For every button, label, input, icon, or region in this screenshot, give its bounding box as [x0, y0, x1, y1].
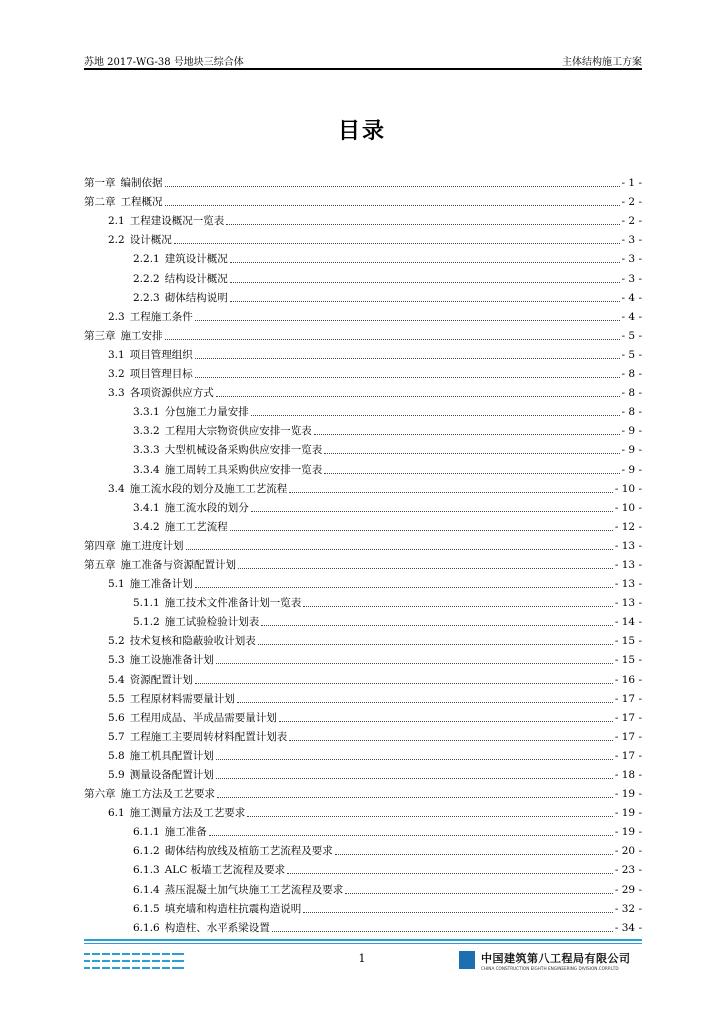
toc-leader-dots — [209, 834, 613, 836]
toc-leader-dots — [216, 758, 613, 760]
toc-leader-dots — [289, 739, 613, 741]
toc-entry-number: 2.2 — [108, 234, 125, 247]
toc-leader-dots — [216, 777, 613, 779]
toc-entry-page: - 3 - — [621, 253, 642, 266]
toc-entry-title: 施工准备计划 — [129, 578, 193, 591]
toc-leader-dots — [303, 605, 613, 607]
toc-entry[interactable] — [84, 534, 642, 553]
cscec-logo-icon — [459, 951, 475, 969]
toc-entry[interactable] — [84, 667, 642, 686]
toc-entry[interactable] — [84, 190, 642, 209]
toc-leader-dots — [258, 643, 613, 645]
company-logo — [459, 949, 642, 975]
toc-entry-number: 5.2 — [108, 635, 125, 648]
toc-entry-title: 项目管理组织 — [129, 348, 193, 361]
toc-leader-dots — [251, 510, 613, 512]
toc-entry-title: 测量设备配置计划 — [129, 769, 214, 781]
toc-entry-title: 工程施工主要周转材料配置计划表 — [129, 730, 288, 743]
toc-entry-title: 施工机具配置计划 — [129, 749, 214, 762]
toc-leader-dots — [165, 185, 620, 187]
header-divider — [84, 68, 642, 70]
toc-entry-number: 6.1.1 — [133, 826, 160, 839]
toc-entry[interactable] — [84, 782, 642, 801]
toc-entry-title: 建筑设计概况 — [164, 253, 228, 266]
toc-entry-number: 3.3.3 — [133, 444, 160, 457]
toc-entry-title: 施工进度计划 — [120, 539, 184, 552]
toc-entry-page: - 2 - — [621, 196, 642, 209]
toc-leader-dots — [216, 662, 613, 664]
toc-entry-page: - 4 - — [621, 310, 642, 323]
toc-entry-page: - 2 - — [621, 215, 642, 228]
toc-entry-page: - 13 - — [614, 539, 642, 552]
toc-entry-number: 第六章 — [84, 788, 116, 801]
page-header — [84, 53, 642, 69]
company-name-cn: 中国建筑第八工程局有限公司 — [481, 952, 631, 965]
toc-entry-number: 第五章 — [84, 558, 116, 571]
toc-entry-number: 5.1 — [108, 578, 125, 591]
toc-entry-number: 6.1.4 — [133, 883, 160, 896]
table-of-contents — [84, 171, 642, 935]
toc-entry-number: 2.1 — [108, 215, 125, 228]
toc-entry-title: 构造柱、水平系梁设置 — [164, 921, 270, 934]
toc-leader-dots — [230, 261, 620, 263]
toc-entry[interactable] — [84, 400, 642, 419]
toc-leader-dots — [335, 853, 613, 855]
toc-leader-dots — [230, 281, 620, 283]
toc-entry-number: 2.2.2 — [133, 272, 160, 285]
toc-leader-dots — [217, 796, 613, 798]
toc-entry[interactable] — [84, 591, 642, 610]
toc-entry-title: 蒸压混凝土加气块施工工艺流程及要求 — [164, 883, 344, 896]
toc-entry-page: - 9 - — [621, 463, 642, 476]
toc-entry[interactable] — [84, 897, 642, 916]
toc-entry-number: 5.5 — [108, 692, 125, 705]
toc-entry[interactable] — [84, 916, 642, 935]
toc-entry[interactable] — [84, 457, 642, 476]
toc-entry-number: 5.4 — [108, 673, 125, 686]
toc-entry-title: 施工技术文件准备计划一览表 — [164, 597, 302, 610]
toc-entry-number: 第四章 — [84, 539, 116, 552]
toc-entry[interactable] — [84, 706, 642, 725]
toc-entry-number: 3.3 — [108, 387, 125, 400]
toc-entry-page: - 17 - — [614, 730, 642, 743]
toc-leader-dots — [303, 911, 613, 913]
toc-leader-dots — [195, 357, 620, 359]
page-title: 目录 — [337, 119, 386, 144]
toc-entry[interactable] — [84, 610, 642, 629]
toc-entry-page: - 16 - — [614, 673, 642, 686]
toc-entry-title: 大型机械设备采购供应安排一览表 — [164, 444, 323, 457]
toc-leader-dots — [195, 319, 620, 321]
toc-entry[interactable] — [84, 877, 642, 896]
toc-entry-title: 工程施工条件 — [129, 310, 193, 323]
toc-leader-dots — [230, 300, 620, 302]
toc-leader-dots — [247, 815, 613, 817]
toc-entry-title: 工程原材料需要量计划 — [129, 692, 235, 705]
toc-entry-title: 结构设计概况 — [164, 272, 228, 285]
toc-entry[interactable] — [84, 362, 642, 381]
toc-entry[interactable] — [84, 801, 642, 820]
toc-leader-dots — [230, 529, 613, 531]
toc-entry-title: 砌体结构说明 — [164, 291, 228, 304]
toc-entry-number: 5.1.2 — [133, 616, 160, 629]
toc-entry-title: 施工设施准备计划 — [129, 654, 214, 667]
toc-entry[interactable] — [84, 725, 642, 744]
toc-entry-number: 3.4.2 — [133, 520, 160, 533]
toc-entry-number: 3.3.4 — [133, 463, 160, 476]
toc-entry-title: 施工准备与资源配置计划 — [120, 558, 236, 571]
toc-entry-number: 6.1.2 — [133, 845, 160, 858]
toc-entry-page: - 4 - — [621, 291, 642, 304]
toc-leader-dots — [345, 892, 613, 894]
toc-entry-page: - 13 - — [614, 597, 642, 610]
toc-entry-number: 6.1 — [108, 807, 125, 820]
toc-entry-title: 技术复核和隐蔽验收计划表 — [129, 635, 256, 648]
toc-leader-dots — [261, 624, 613, 626]
toc-entry-page: - 5 - — [621, 348, 642, 361]
toc-entry-title: 项目管理目标 — [129, 368, 193, 381]
toc-entry[interactable] — [84, 286, 642, 305]
toc-entry-page: - 1 - — [621, 177, 642, 190]
toc-entry[interactable] — [84, 515, 642, 534]
toc-entry[interactable] — [84, 687, 642, 706]
toc-leader-dots — [314, 433, 620, 435]
toc-entry-page: - 29 - — [614, 883, 642, 896]
toc-entry-number: 5.8 — [108, 749, 125, 762]
toc-leader-dots — [195, 682, 613, 684]
toc-entry[interactable] — [84, 343, 642, 362]
page-number: 1 — [358, 952, 366, 965]
toc-entry-title: 施工周转工具采购供应安排一览表 — [164, 463, 323, 476]
toc-entry-page: - 3 - — [621, 234, 642, 247]
toc-leader-dots — [251, 414, 620, 416]
toc-entry[interactable] — [84, 324, 642, 343]
toc-entry-title: 填充墙和构造柱抗震构造说明 — [164, 902, 302, 915]
toc-entry[interactable] — [84, 419, 642, 438]
toc-leader-dots — [195, 376, 620, 378]
toc-entry-number: 5.7 — [108, 730, 125, 743]
toc-entry-number: 2.2.1 — [133, 253, 160, 266]
toc-entry[interactable] — [84, 629, 642, 648]
toc-entry-number: 2.3 — [108, 310, 125, 323]
toc-entry-number: 第一章 — [84, 177, 116, 190]
toc-entry[interactable] — [84, 438, 642, 457]
toc-entry-number: 5.3 — [108, 654, 125, 667]
toc-entry-number: 2.2.3 — [133, 291, 160, 304]
toc-entry-page: - 32 - — [614, 902, 642, 915]
footer-divider — [84, 939, 642, 941]
toc-entry-title: 施工试验检验计划表 — [164, 616, 260, 629]
toc-leader-dots — [186, 548, 613, 550]
toc-entry[interactable] — [84, 171, 642, 190]
toc-entry[interactable] — [84, 553, 642, 572]
toc-entry-page: - 17 - — [614, 692, 642, 705]
toc-entry[interactable] — [84, 572, 642, 591]
toc-leader-dots — [165, 204, 620, 206]
toc-entry-page: - 8 - — [621, 368, 642, 381]
toc-entry-page: - 9 - — [621, 425, 642, 438]
toc-entry-page: - 18 - — [614, 769, 642, 781]
toc-entry-number: 5.9 — [108, 769, 125, 781]
toc-entry-page: - 15 - — [614, 635, 642, 648]
toc-entry-title: 设计概况 — [129, 234, 172, 247]
toc-entry-number: 6.1.5 — [133, 902, 160, 915]
footer-divider-thin — [84, 943, 642, 944]
toc-entry-title: 砌体结构放线及植筋工艺流程及要求 — [164, 845, 333, 858]
toc-entry-page: - 17 - — [614, 749, 642, 762]
toc-entry-page: - 19 - — [614, 826, 642, 839]
toc-entry-title: 施工安排 — [120, 329, 163, 342]
company-name-en: CHINA CONSTRUCTION EIGHTH ENGINEERING DIVISION.CORP.LTD — [481, 966, 619, 971]
toc-entry-page: - 8 - — [621, 406, 642, 419]
toc-entry[interactable] — [84, 209, 642, 228]
toc-entry-page: - 20 - — [614, 845, 642, 858]
toc-entry[interactable] — [84, 763, 642, 782]
toc-entry[interactable] — [84, 381, 642, 400]
toc-entry-number: 3.4.1 — [133, 501, 160, 514]
toc-entry-page: - 17 - — [614, 711, 642, 724]
toc-entry-title: 施工工艺流程 — [164, 520, 228, 533]
toc-entry-title: 工程概况 — [120, 196, 163, 209]
toc-entry-page: - 9 - — [621, 444, 642, 457]
toc-entry-title: 施工流水段的划分 — [164, 501, 249, 514]
toc-entry-number: 6.1.3 — [133, 864, 160, 877]
toc-leader-dots — [279, 720, 613, 722]
header-document-title: 主体结构施工方案 — [562, 57, 642, 68]
toc-entry-number: 3.3.1 — [133, 406, 160, 419]
toc-entry[interactable] — [84, 247, 642, 266]
toc-entry-title: 施工流水段的划分及施工工艺流程 — [129, 482, 288, 495]
toc-leader-dots — [165, 338, 620, 340]
toc-entry[interactable] — [84, 266, 642, 285]
toc-entry-title: 施工测量方法及工艺要求 — [129, 807, 246, 820]
toc-entry-page: - 8 - — [621, 387, 642, 400]
toc-entry-title: 各项资源供应方式 — [129, 387, 214, 400]
toc-entry-number: 第二章 — [84, 196, 116, 209]
toc-entry[interactable] — [84, 744, 642, 763]
toc-entry-page: - 15 - — [614, 654, 642, 667]
header-project-name: 苏地 2017-WG-38 号地块三综合体 — [84, 57, 244, 68]
toc-leader-dots — [237, 701, 613, 703]
toc-entry[interactable] — [84, 648, 642, 667]
toc-entry-number: 第三章 — [84, 329, 116, 342]
toc-entry[interactable] — [84, 305, 642, 324]
toc-entry-page: - 5 - — [621, 329, 642, 342]
toc-entry-title: 分包施工力量安排 — [164, 406, 249, 419]
toc-entry-title: 工程用大宗物资供应安排一览表 — [164, 425, 312, 438]
toc-entry-page: - 34 - — [614, 921, 642, 934]
toc-entry[interactable] — [84, 496, 642, 515]
toc-leader-dots — [174, 242, 620, 244]
toc-entry[interactable] — [84, 228, 642, 247]
toc-entry-number: 3.1 — [108, 348, 125, 361]
toc-leader-dots — [195, 586, 613, 588]
toc-leader-dots — [216, 395, 620, 397]
toc-entry-page: - 13 - — [614, 578, 642, 591]
toc-entry-page: - 19 - — [614, 807, 642, 820]
toc-entry-number: 3.4 — [108, 482, 125, 495]
toc-leader-dots — [289, 491, 613, 493]
toc-entry-number: 5.1.1 — [133, 597, 160, 610]
toc-entry-title: 施工准备 — [164, 826, 207, 839]
toc-entry-title: 施工方法及工艺要求 — [120, 788, 215, 801]
toc-entry-title: ALC 板墙工艺流程及要求 — [164, 864, 286, 877]
toc-entry[interactable] — [84, 820, 642, 839]
toc-entry-title: 资源配置计划 — [129, 673, 193, 686]
toc-leader-dots — [287, 872, 613, 874]
toc-entry-page: - 14 - — [614, 616, 642, 629]
toc-leader-dots — [238, 567, 613, 569]
toc-entry[interactable] — [84, 839, 642, 858]
toc-entry-title: 工程用成品、半成品需要量计划 — [129, 711, 277, 724]
toc-entry-number: 3.3.2 — [133, 425, 160, 438]
toc-entry[interactable] — [84, 477, 642, 496]
toc-entry-page: - 13 - — [614, 558, 642, 571]
toc-entry-page: - 3 - — [621, 272, 642, 285]
toc-entry-number: 3.2 — [108, 368, 125, 381]
toc-entry-page: - 12 - — [614, 520, 642, 533]
toc-leader-dots — [226, 223, 619, 225]
toc-entry-title: 工程建设概况一览表 — [129, 215, 225, 228]
toc-entry-page: - 23 - — [614, 864, 642, 877]
toc-entry-number: 6.1.6 — [133, 921, 160, 934]
toc-leader-dots — [324, 472, 619, 474]
toc-entry-page: - 10 - — [614, 501, 642, 514]
toc-entry-number: 5.6 — [108, 711, 125, 724]
toc-entry-page: - 10 - — [614, 482, 642, 495]
toc-leader-dots — [324, 452, 619, 454]
toc-entry[interactable] — [84, 858, 642, 877]
toc-entry-page: - 19 - — [614, 788, 642, 801]
toc-entry-title: 编制依据 — [120, 177, 163, 190]
toc-leader-dots — [272, 930, 613, 932]
